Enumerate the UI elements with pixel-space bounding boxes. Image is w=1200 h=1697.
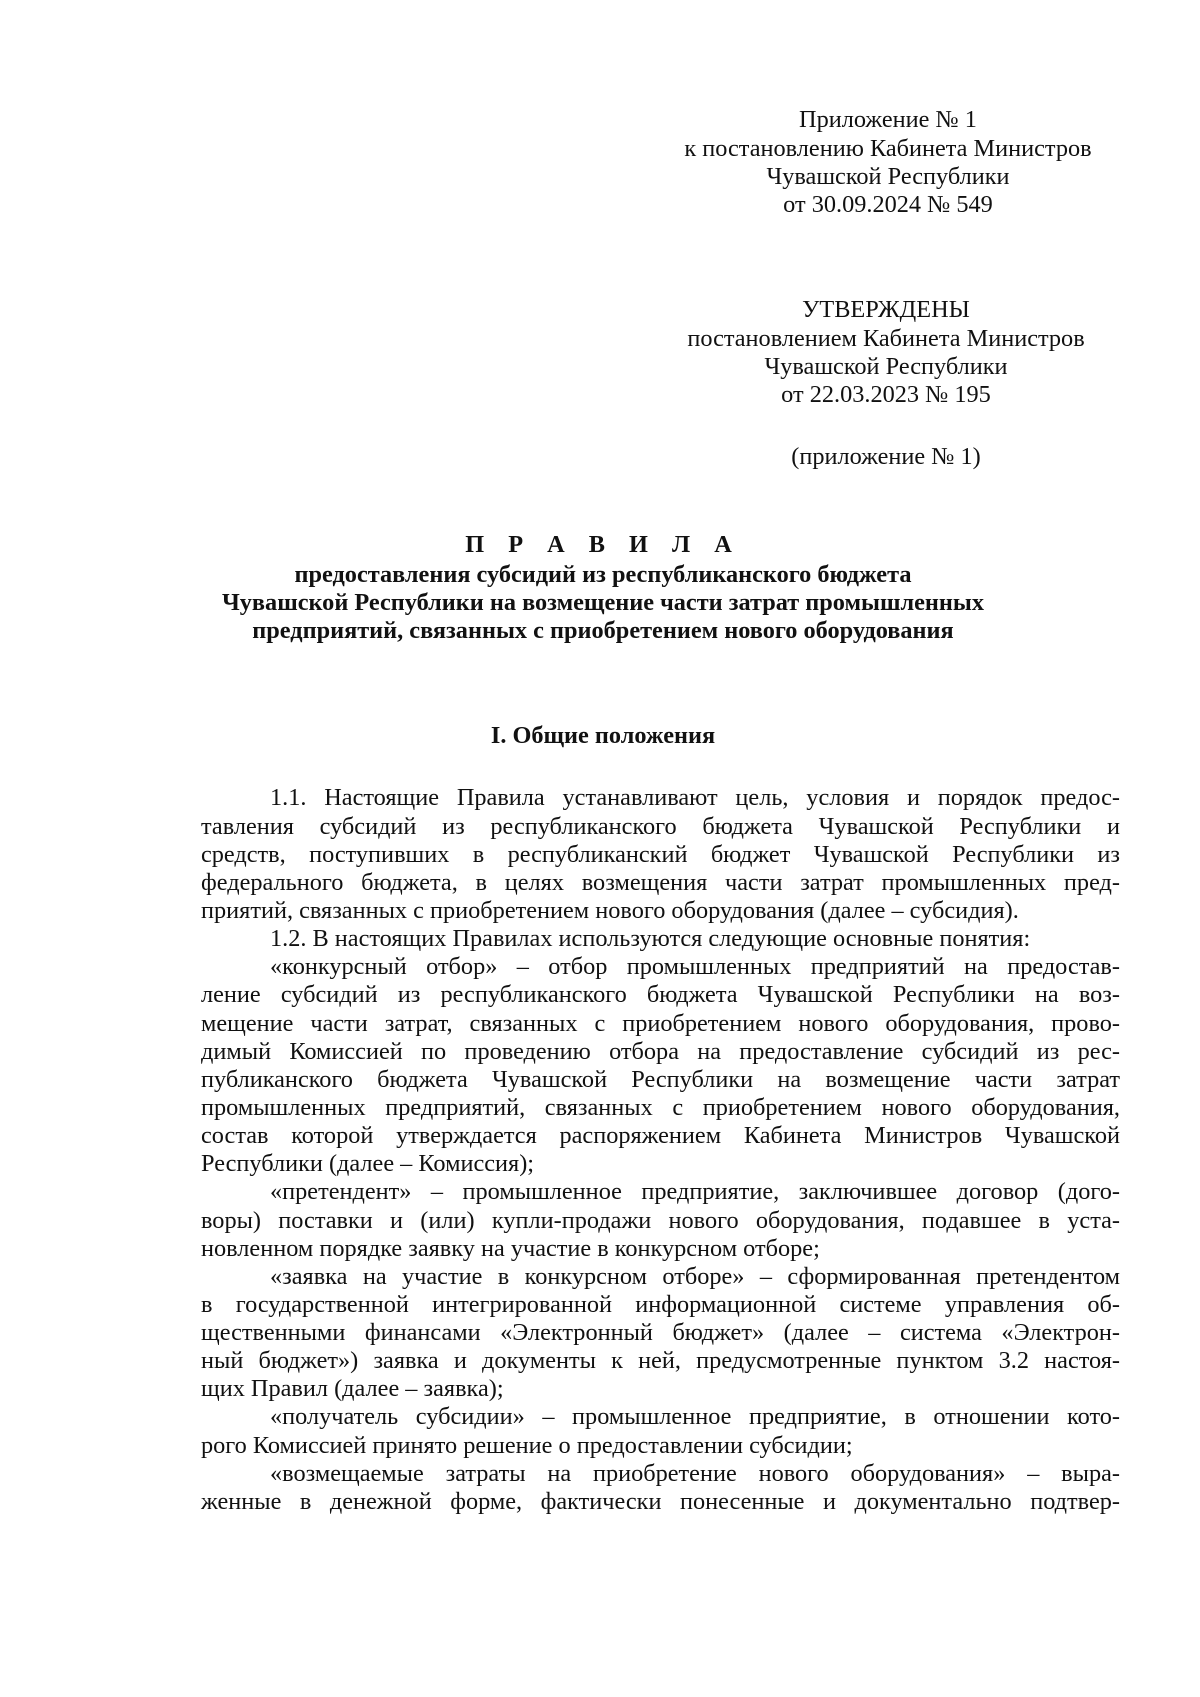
- appendix-line: Чувашской Республики: [766, 163, 1010, 190]
- body-line: 1.1. Настоящие Правила устанавливают цель, условия и порядок предос-: [270, 784, 1120, 811]
- approved-line: постановлением Кабинета Министров: [687, 325, 1085, 352]
- body-line: димый Комиссией по проведению отбора на предоставление субсидий из рес-: [201, 1038, 1120, 1065]
- body-line: мещение части затрат, связанных с приобретением нового оборудования, прово-: [201, 1010, 1120, 1037]
- appendix-line: от 30.09.2024 № 549: [783, 191, 993, 218]
- body-line: тавления субсидий из республиканского бюджета Чувашской Республики и: [201, 813, 1120, 840]
- body-line: 1.2. В настоящих Правилах используются следующие основные понятия:: [270, 925, 1031, 952]
- title-main: П Р А В И Л А: [465, 531, 741, 558]
- title-subline: Чувашской Республики на возмещение части затрат промышленных: [221, 589, 985, 616]
- body-line: ление субсидий из республиканского бюджета Чувашской Республики на воз-: [201, 981, 1120, 1008]
- body-line: рого Комиссией принято решение о предоставлении субсидии;: [201, 1432, 853, 1459]
- body-line: состав которой утверждается распоряжением Кабинета Министров Чувашской: [201, 1122, 1120, 1149]
- body-line: «заявка на участие в конкурсном отборе» – сформированная претендентом: [270, 1263, 1120, 1290]
- body-line: щих Правил (далее – заявка);: [201, 1375, 504, 1402]
- appendix-line: к постановлению Кабинета Министров: [684, 135, 1092, 162]
- body-line: «возмещаемые затраты на приобретение нового оборудования» – выра-: [270, 1460, 1120, 1487]
- section-heading: I. Общие положения: [490, 722, 716, 749]
- title-subline: предприятий, связанных с приобретением нового оборудования: [252, 617, 954, 644]
- body-line: «получатель субсидии» – промышленное предприятие, в отношении кото-: [270, 1403, 1120, 1430]
- title-subline: предоставления субсидий из республиканского бюджета: [294, 561, 912, 588]
- body-line: «конкурсный отбор» – отбор промышленных предприятий на предостав-: [270, 953, 1120, 980]
- body-line: федерального бюджета, в целях возмещения части затрат промышленных пред-: [201, 869, 1120, 896]
- body-line: в государственной интегрированной информационной системе управления об-: [201, 1291, 1120, 1318]
- body-line: ный бюджет») заявка и документы к ней, предусмотренные пунктом 3.2 настоя-: [201, 1347, 1120, 1374]
- approved-line: Чувашской Республики: [764, 353, 1008, 380]
- body-line: «претендент» – промышленное предприятие, заключившее договор (дого-: [270, 1178, 1120, 1205]
- body-line: новленном порядке заявку на участие в конкурсном отборе;: [201, 1235, 820, 1262]
- approved-line: УТВЕРЖДЕНЫ: [802, 296, 970, 323]
- body-line: женные в денежной форме, фактически понесенные и документально подтвер-: [201, 1488, 1120, 1515]
- body-line: Республики (далее – Комиссия);: [201, 1150, 535, 1177]
- body-line: щественными финансами «Электронный бюджет» (далее – система «Электрон-: [201, 1319, 1120, 1346]
- body-line: воры) поставки и (или) купли-продажи нового оборудования, подавшее в уста-: [201, 1207, 1120, 1234]
- appendix-note: (приложение № 1): [791, 443, 981, 470]
- body-line: промышленных предприятий, связанных с приобретением нового оборудования,: [201, 1094, 1120, 1121]
- appendix-line: Приложение № 1: [799, 106, 977, 133]
- body-line: средств, поступивших в республиканский бюджет Чувашской Республики из: [201, 841, 1120, 868]
- approved-line: от 22.03.2023 № 195: [781, 381, 991, 408]
- body-line: публиканского бюджета Чувашской Республики на возмещение части затрат: [201, 1066, 1120, 1093]
- body-line: приятий, связанных с приобретением нового оборудования (далее – субсидия).: [201, 897, 1019, 924]
